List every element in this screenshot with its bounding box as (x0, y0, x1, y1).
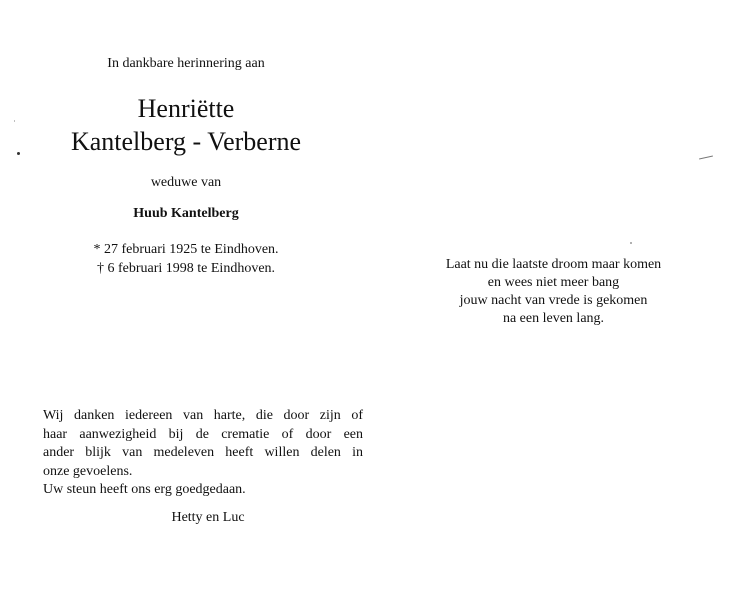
poem-line: na een leven lang. (502, 311, 605, 326)
thanks-line: onze gevoelens. (43, 463, 133, 479)
scan-speck (17, 152, 20, 155)
poem-line: en wees niet meer bang (487, 275, 620, 290)
surname: Kantelberg - Verberne (70, 127, 302, 156)
thanks-line: Uw steun heeft ons erg goedgedaan. (43, 482, 246, 497)
first-name: Henriëtte (137, 94, 235, 123)
signature: Hetty en Luc (171, 510, 245, 525)
thanks-line: haar aanwezigheid bij de crematie of door een (43, 426, 363, 442)
thanks-line: Wij danken iedereen van harte, die door zijn of (43, 408, 363, 423)
life-dates (0, 240, 372, 278)
death-date: † 6 februari 1998 te Eindhoven. (96, 261, 276, 276)
poem-line: Laat nu die laatste droom maar komen (445, 257, 662, 272)
thanks-line: ander blijk van medeleven heeft willen delen in (43, 445, 363, 460)
poem-line: jouw nacht van vrede is gekomen (459, 293, 648, 308)
widow-of-text: weduwe van (150, 175, 222, 190)
card-right-panel (372, 0, 735, 590)
scan-speck (14, 120, 15, 122)
deceased-name (0, 92, 372, 158)
scan-speck (630, 242, 632, 244)
intro-text: In dankbare herinnering aan (107, 56, 265, 71)
scan-speck (699, 156, 713, 160)
birth-date: * 27 februari 1925 te Eindhoven. (93, 242, 279, 257)
husband-name: Huub Kantelberg (133, 206, 239, 221)
thanks-paragraph (43, 407, 363, 500)
poem (372, 256, 735, 328)
